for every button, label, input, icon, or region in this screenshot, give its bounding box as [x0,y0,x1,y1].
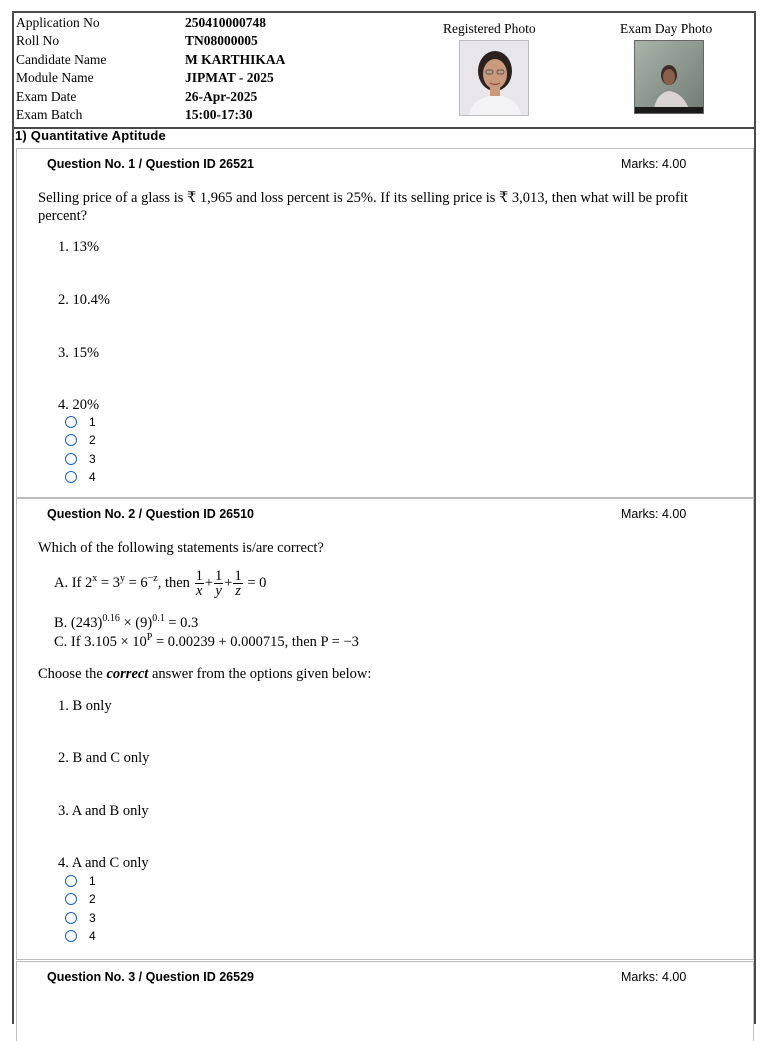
registered-photo-image [460,41,529,116]
instruction-part: Choose the [38,666,107,682]
question-card [16,148,754,498]
answer-choice[interactable] [65,927,96,945]
statement-c-part: = 0.00239 + 0.000715, then P = −3 [152,633,359,650]
fraction-numerator: 1 [195,568,203,584]
statement-b-part: = 0.3 [164,614,199,631]
fraction-denominator: x [195,583,203,599]
question-heading: Question No. 3 / Question ID 26529 [47,970,254,984]
radio-button[interactable] [65,930,77,942]
registered-photo [459,40,529,116]
exponent: 0.16 [102,613,120,624]
question-card [16,961,754,1041]
registered-photo-label: Registered Photo [443,21,536,36]
answer-choice[interactable] [65,431,96,449]
answer-choice[interactable] [65,872,96,890]
radio-button[interactable] [65,434,77,446]
option-text: 2. B and C only [58,750,150,766]
candidate-name-label: Candidate Name [16,52,107,67]
choice-label: 2 [89,433,96,448]
fraction [195,569,204,598]
statement-a-part: = 3 [97,574,120,591]
roll-no-value: TN08000005 [185,33,258,48]
fraction-numerator: 1 [234,568,242,584]
option-text: 1. B only [58,698,112,714]
question-card [16,498,754,960]
answer-choice[interactable] [65,890,96,908]
radio-button[interactable] [65,471,77,483]
statement-b-part: B. (243) [54,614,103,631]
exam-batch-label: Exam Batch [16,107,83,122]
exam-date-value: 26-Apr-2025 [185,89,258,104]
candidate-header [14,13,754,129]
option-text: 3. A and B only [58,803,149,819]
exam-day-photo-image [635,41,704,114]
module-name-value: JIPMAT - 2025 [185,70,274,85]
instruction-emphasis: correct [106,666,149,682]
question-text: Selling price of a glass is ₹ 1,965 and loss percent is 25%. If its selling price is ₹ 3,013, then what will be profit percent? [38,190,688,224]
answer-choice[interactable] [65,468,96,486]
exam-day-photo [634,40,704,114]
statement-a-part: = 6 [124,574,148,591]
roll-no-label: Roll No [16,33,60,48]
exam-date-label: Exam Date [16,89,77,104]
radio-button[interactable] [65,416,77,428]
option-text: 3. 15% [58,345,100,361]
question-marks: Marks: 4.00 [621,507,687,521]
question-heading: Question No. 1 / Question ID 26521 [47,157,254,171]
question-marks: Marks: 4.00 [621,157,687,171]
exponent: x [92,573,98,584]
radio-button[interactable] [65,893,77,905]
radio-button[interactable] [65,875,77,887]
choice-label: 2 [89,892,96,907]
exam-batch-value: 15:00-17:30 [185,107,253,122]
answer-choices [65,413,96,486]
exam-day-photo-label: Exam Day Photo [620,21,713,36]
statement-a-then: , then [157,574,190,591]
statement-a: A. If $2^x = 3^y = 6^{-z}$, then $\frac{1}{x}$ + $\frac{1}{y}$ + $\frac{1}{z}$ = 0 [54,568,267,599]
fraction [233,569,242,598]
statement-c-part: C. If 3.105 × 10 [54,633,147,650]
statement-b [54,613,198,632]
radio-button[interactable] [65,912,77,924]
fraction-denominator: y [215,583,222,599]
response-sheet [12,11,756,1024]
application-no-value: 250410000748 [185,15,266,30]
instruction-text [38,665,738,683]
fraction-denominator: z [235,583,241,599]
answer-choice[interactable] [65,450,96,468]
choice-label: 3 [89,910,96,925]
choice-label: 1 [89,874,96,889]
statement-c [54,632,359,651]
question-heading: Question No. 2 / Question ID 26510 [47,507,254,521]
exponent: −z [147,573,158,584]
option-text: 4. 20% [58,397,100,413]
section-title: 1) Quantitative Aptitude [15,128,166,143]
fraction [214,569,223,598]
statement-a-end: = 0 [247,574,267,591]
statement-b-part: × (9) [119,614,153,631]
answer-choice[interactable] [65,413,96,431]
radio-button[interactable] [65,453,77,465]
exponent: 0.1 [152,613,165,624]
exponent: P [146,632,153,643]
choice-label: 4 [89,929,96,944]
choice-label: 4 [89,470,96,485]
option-text: 2. 10.4% [58,292,110,308]
fraction-numerator: 1 [215,568,223,584]
answer-choice[interactable] [65,909,96,927]
module-name-label: Module Name [16,70,94,85]
candidate-name-value: M KARTHIKAA [185,52,286,67]
instruction-part: answer from the options given below: [148,666,372,682]
application-no-label: Application No [16,15,100,30]
question-text: Which of the following statements is/are correct? [38,540,324,556]
option-text: 1. 13% [58,239,100,255]
statement-a-prefix: A. If 2 [54,574,93,591]
question-marks: Marks: 4.00 [621,970,687,984]
choice-label: 1 [89,415,96,430]
option-text: 4. A and C only [58,855,149,871]
answer-choices [65,872,96,945]
exponent: y [119,573,125,584]
choice-label: 3 [89,451,96,466]
